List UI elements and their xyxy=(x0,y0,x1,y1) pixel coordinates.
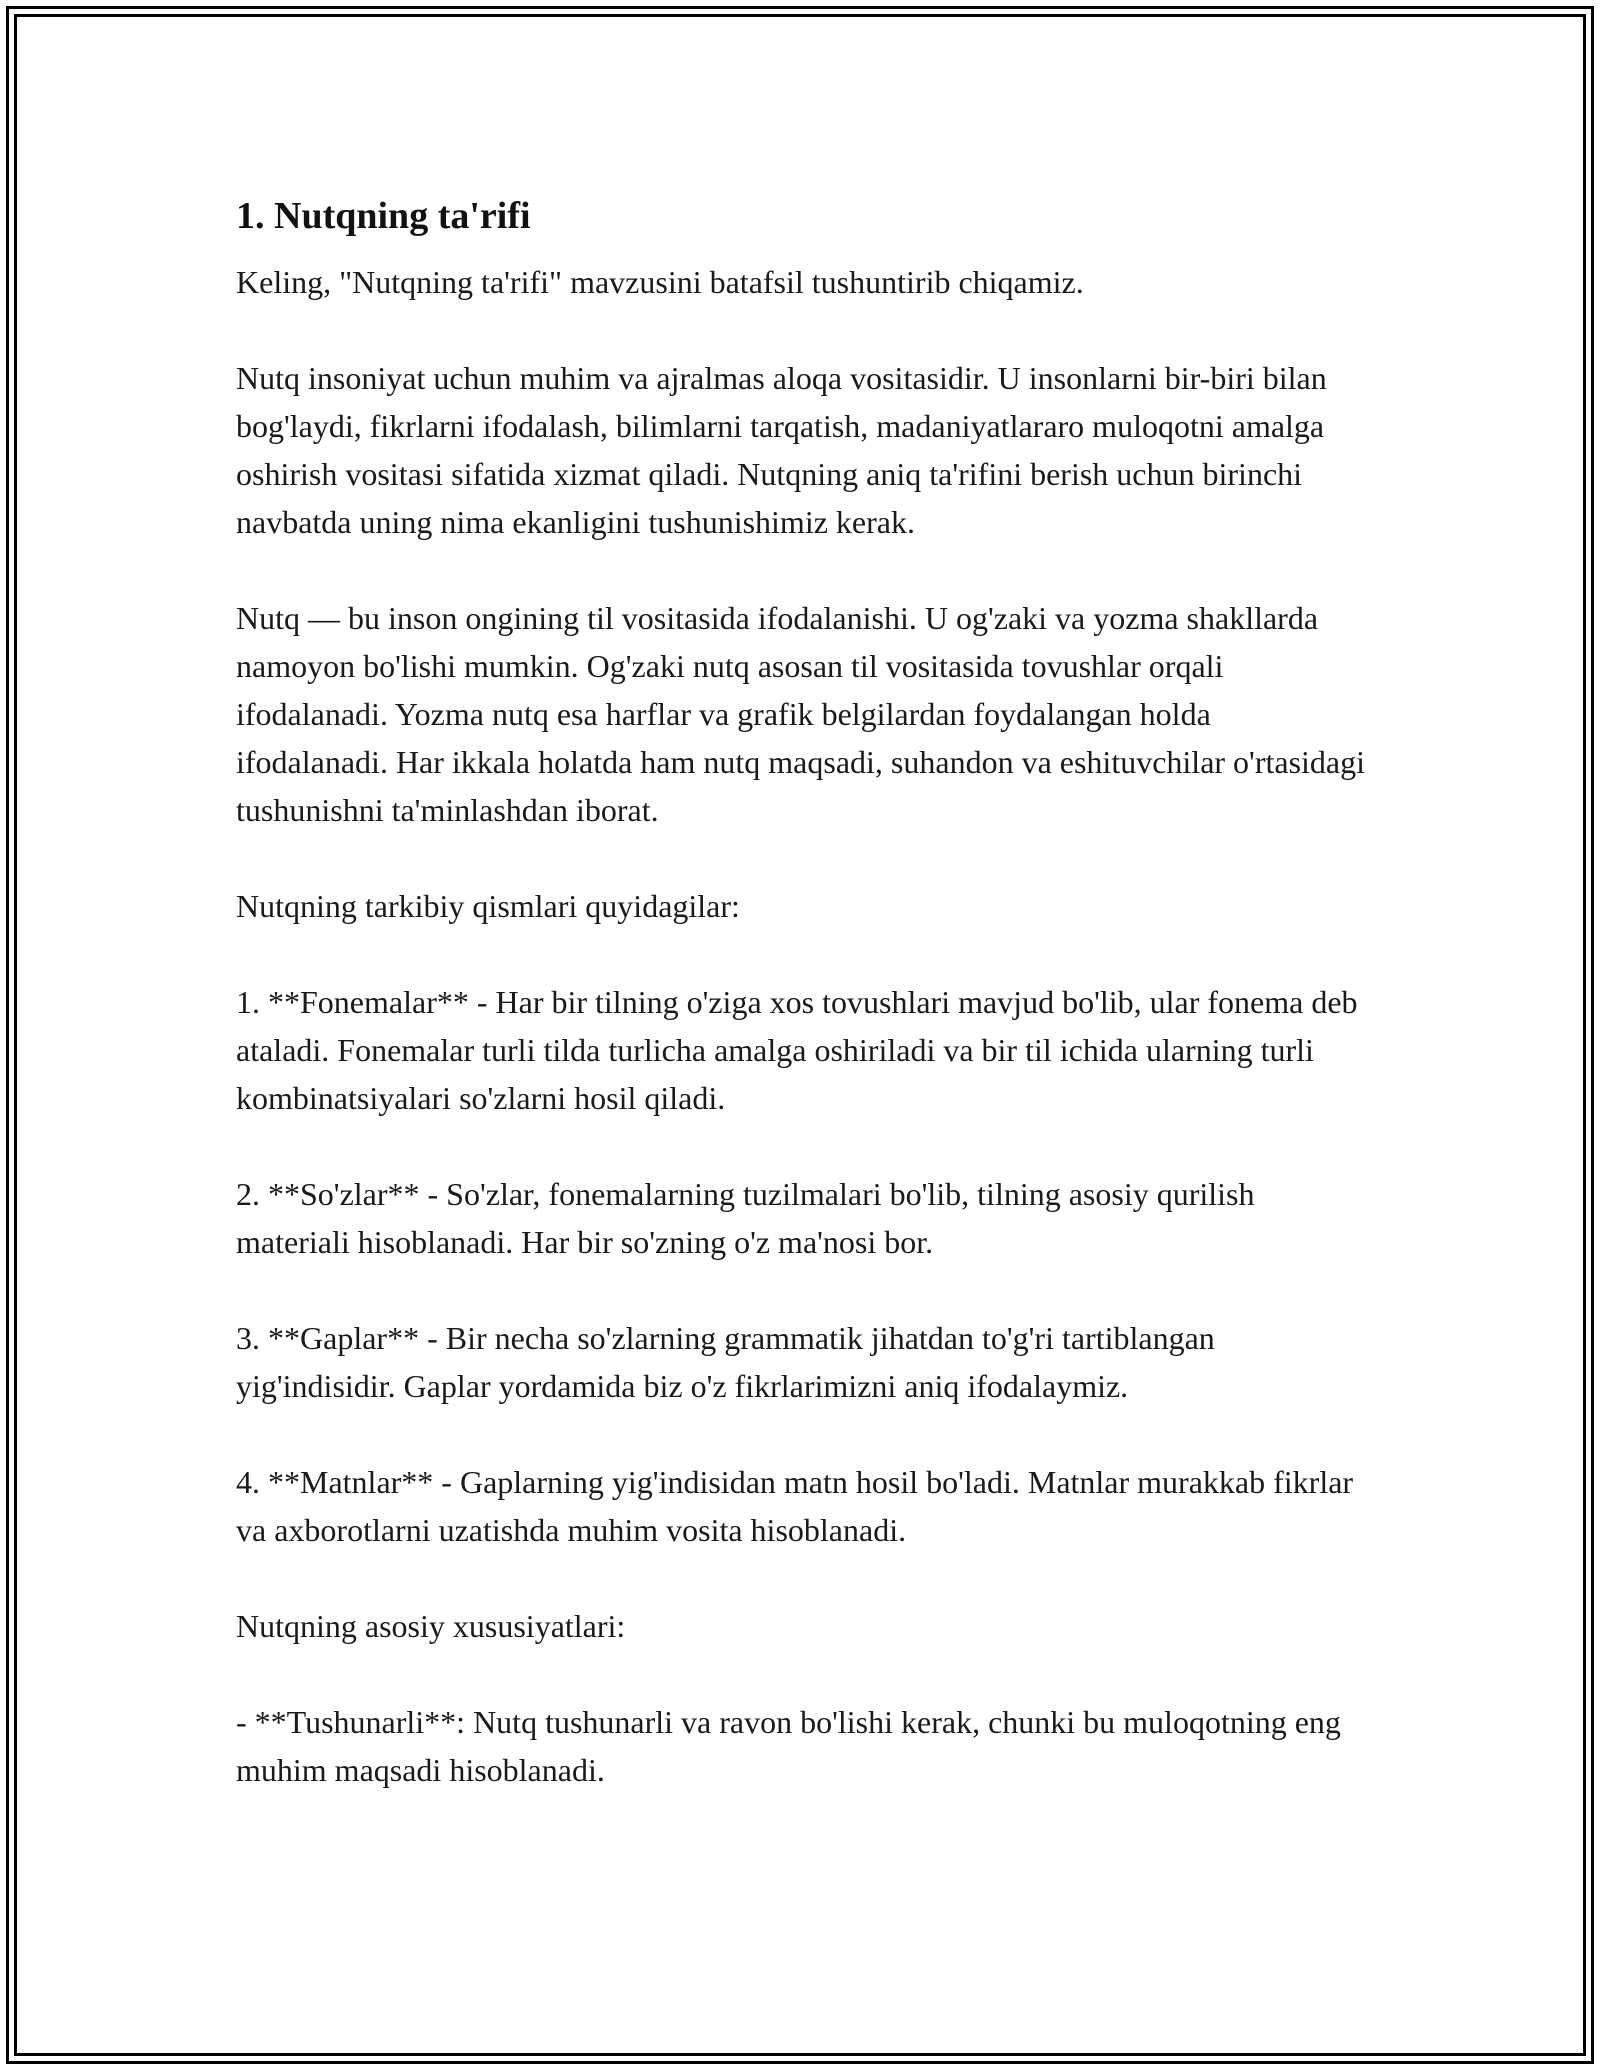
definition-paragraph: Nutq insoniyat uchun muhim va ajralmas aloqa vositasidir. U insonlarni bir-biri bilan bog'laydi, fikrlarni ifodalash, bilimlarni tarqatish, madaniyatlararo muloqotni amalga oshirish vositasi sifatida xizmat qiladi. Nutqning aniq ta'rifini berish uchun birinchi navbatda uning nima ekanligini tushunishimiz kerak. xyxy=(236,360,1327,540)
list-item-words: 2. **So'zlar** - So'zlar, fonemalarning tuzilmalari bo'lib, tilning asosiy qurilish materiali hisoblanadi. Har bir so'zning o'z ma'nosi bor. xyxy=(236,1176,1255,1260)
list-item-phonemes: 1. **Fonemalar** - Har bir tilning o'ziga xos tovushlari mavjud bo'lib, ular fonema deb ataladi. Fonemalar turli tilda turlicha amalga oshiriladi va bir til ichida ularning turli kombinatsiyalari so'zlarni hosil qiladi. xyxy=(236,984,1358,1116)
feature-item-clarity: - **Tushunarli**: Nutq tushunarli va ravon bo'lishi kerak, chunki bu muloqotning eng muhim maqsadi hisoblanadi. xyxy=(236,1704,1341,1788)
components-intro-paragraph: Nutqning tarkibiy qismlari quyidagilar: xyxy=(236,888,740,924)
document-body xyxy=(236,188,1366,1842)
section-heading: 1. Nutqning ta'rifi xyxy=(236,195,531,237)
speech-forms-paragraph: Nutq — bu inson ongining til vositasida ifodalanishi. U og'zaki va yozma shakllarda namoyon bo'lishi mumkin. Og'zaki nutq asosan til vositasida tovushlar orqali ifodalanadi. Yozma nutq esa harflar va grafik belgilardan foydalangan holda ifodalanadi. Har ikkala holatda ham nutq maqsadi, suhandon va eshituvchilar o'rtasidagi tushunishni ta'minlashdan iborat. xyxy=(236,600,1365,828)
list-item-sentences: 3. **Gaplar** - Bir necha so'zlarning grammatik jihatdan to'g'ri tartiblangan yig'indisidir. Gaplar yordamida biz o'z fikrlarimizni aniq ifodalaymiz. xyxy=(236,1320,1215,1404)
intro-paragraph: Keling, "Nutqning ta'rifi" mavzusini batafsil tushuntirib chiqamiz. xyxy=(236,264,1084,300)
list-item-texts: 4. **Matnlar** - Gaplarning yig'indisidan matn hosil bo'ladi. Matnlar murakkab fikrlar va axborotlarni uzatishda muhim vosita hisoblanadi. xyxy=(236,1464,1354,1548)
features-intro-paragraph: Nutqning asosiy xususiyatlari: xyxy=(236,1608,626,1644)
